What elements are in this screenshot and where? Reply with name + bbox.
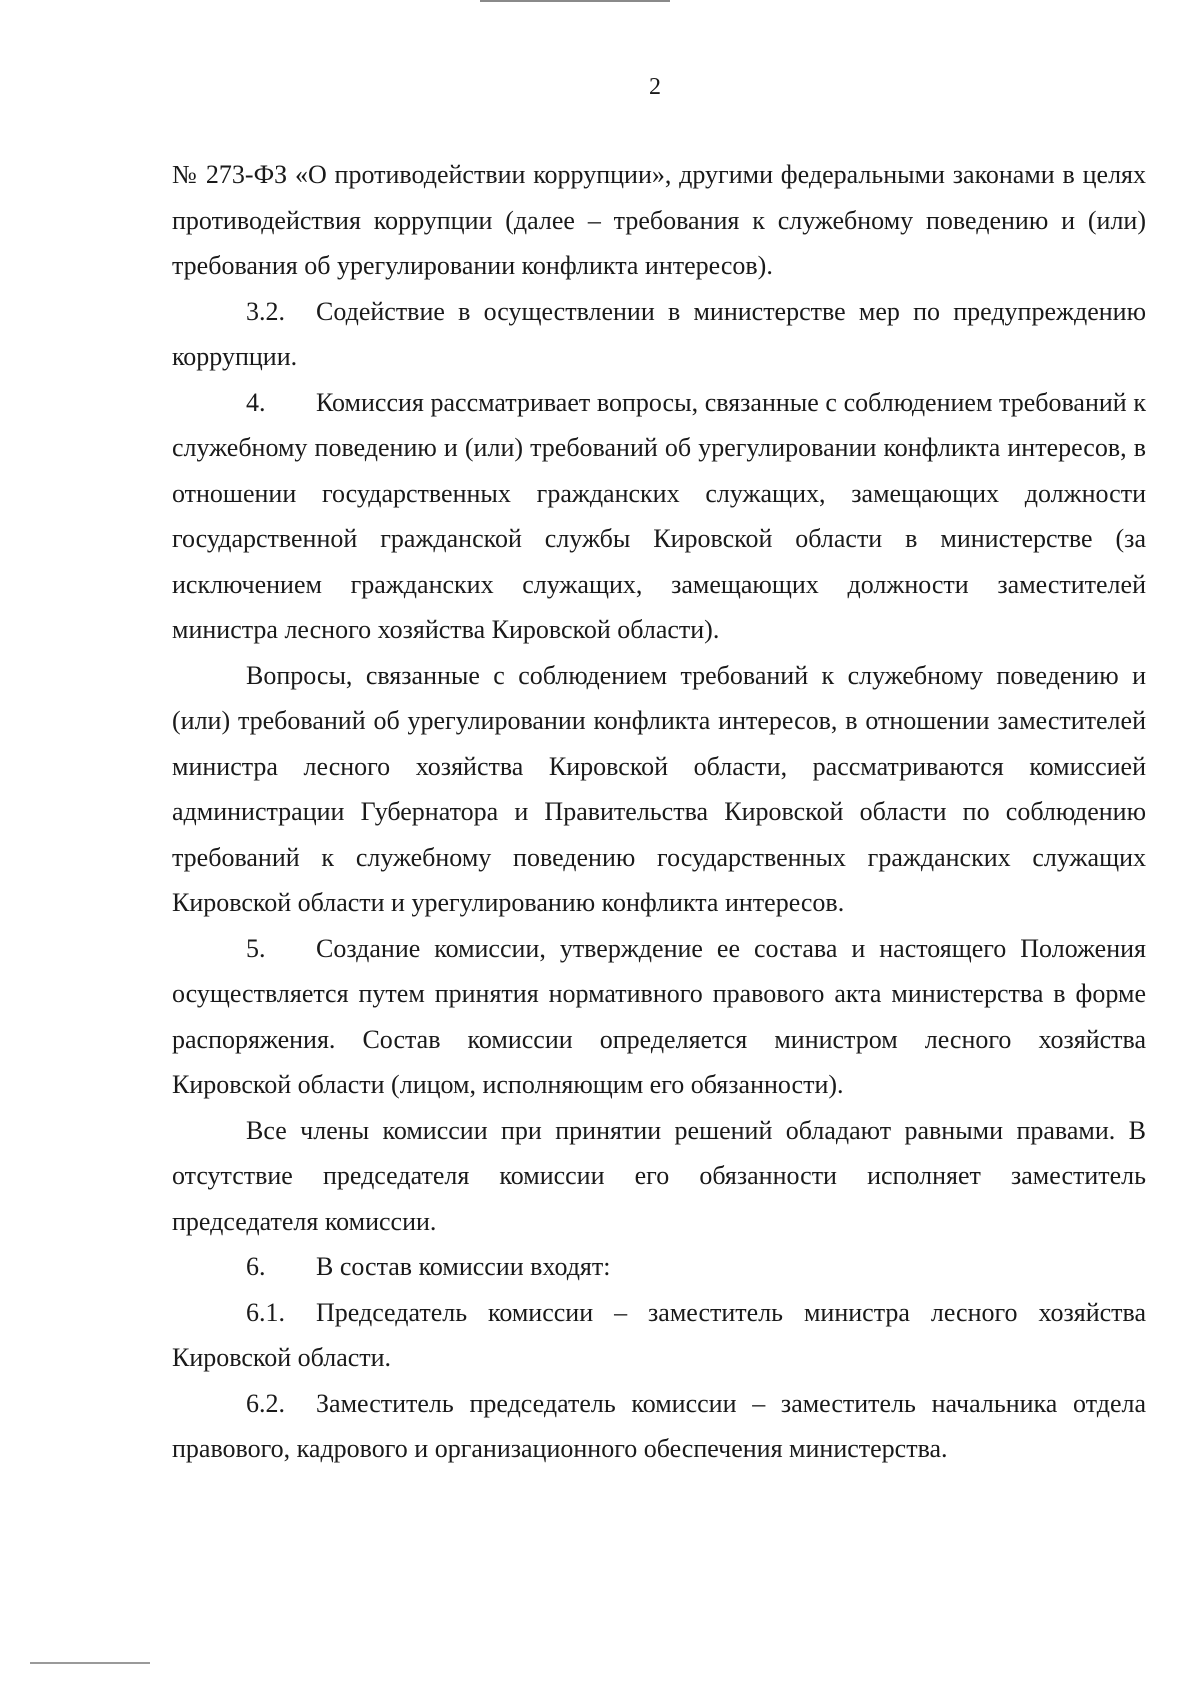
paragraph-6 (172, 1244, 1146, 1290)
paragraph-3-2 (172, 289, 1146, 380)
paragraph-6-1 (172, 1290, 1146, 1381)
scan-edge-mark (30, 1662, 150, 1664)
paragraph-number: 6.2. (246, 1388, 285, 1418)
paragraph-text: Председатель комиссии – заместитель министра лесного хозяйства Кировской области. (172, 1297, 1146, 1372)
page-number: 2 (649, 74, 661, 100)
paragraph-text: Заместитель председатель комиссии – заместитель начальника отдела правового, кадрового и организационного обеспечения министерства. (172, 1388, 1146, 1463)
paragraph-text: Содействие в осуществлении в министерстве мер по предупреждению коррупции. (172, 296, 1146, 371)
paragraph-number: 4. (246, 387, 266, 417)
paragraph-number: 5. (246, 933, 266, 963)
paragraph-text: В состав комиссии входят: (316, 1252, 611, 1281)
paragraph-6-2 (172, 1381, 1146, 1472)
paragraph-5 (172, 926, 1146, 1108)
paragraph-number: 3.2. (246, 296, 285, 326)
paragraph-4-second: Вопросы, связанные с соблюдением требований к служебному поведению и (или) требований об урегулировании конфликта интересов, в отношении заместителей министра лесного хозяйства Кировской области, рассматриваются комиссией администрации Губернатора и Правительства Кировской области по соблюдению требований к служебному поведению государственных гражданских служащих Кировской области и урегулированию конфликта интересов. (172, 660, 1146, 917)
paragraph-5-second: Все члены комиссии при принятии решений обладают равными правами. В отсутствие председателя комиссии его обязанности исполняет заместитель председателя комиссии. (172, 1115, 1146, 1236)
document-body (172, 152, 1146, 1472)
scan-edge-mark (480, 0, 670, 2)
paragraph-number: 6. (246, 1252, 266, 1281)
paragraph-number: 6.1. (246, 1297, 285, 1327)
paragraph-4 (172, 380, 1146, 653)
paragraph-text: Создание комиссии, утверждение ее состава и настоящего Положения осуществляется путем принятия нормативного правового акта министерства в форме распоряжения. Состав комиссии определяется министром лесного хозяйства Кировской области (лицом, исполняющим его обязанности). (172, 933, 1146, 1099)
paragraph-text: Комиссия рассматривает вопросы, связанные с соблюдением требований к служебному поведению и (или) требований об урегулировании конфликта интересов, в отношении государственных гражданских служащих, замещающих должности государственной гражданской службы Кировской области в министерстве (за исключением гражданских служащих, замещающих должности заместителей министра лесного хозяйства Кировской области). (172, 387, 1146, 644)
paragraph-continuation: № 273-ФЗ «О противодействии коррупции», другими федеральными законами в целях противодействия коррупции (далее – требования к служебному поведению и (или) требования об урегулировании конфликта интересов). (172, 160, 1146, 280)
